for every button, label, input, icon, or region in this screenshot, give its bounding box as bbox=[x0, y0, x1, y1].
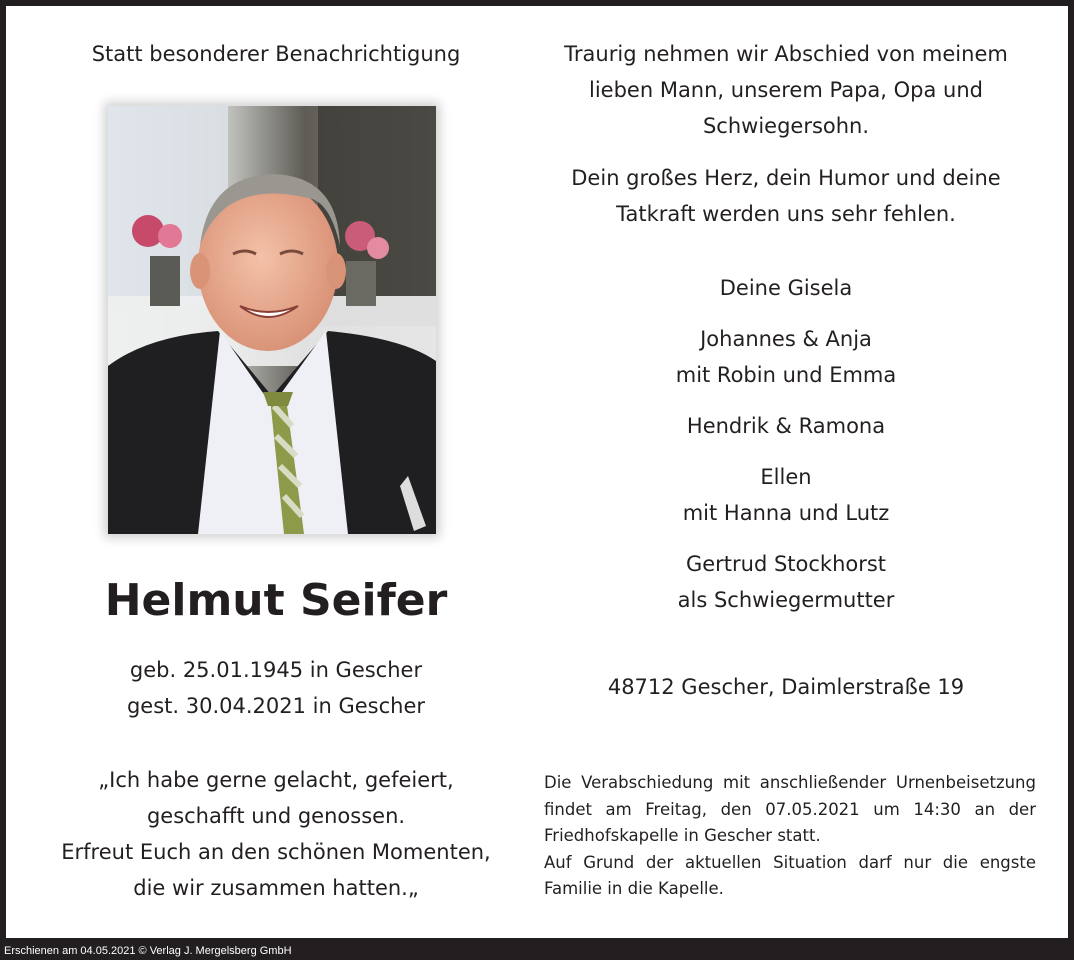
mourner-detail: als Schwiegermutter bbox=[677, 588, 895, 612]
quote-line: geschafft und genossen. bbox=[146, 804, 406, 828]
obituary-card bbox=[6, 6, 1068, 938]
notice-paragraph: Die Verabschiedung mit anschließender Urnenbeisetzung findet am Freitag, den 07.05.2021 um 14:30 an der Friedhofskapelle in Gescher statt. bbox=[544, 773, 1036, 845]
tribute-line: Tatkraft werden uns sehr fehlen. bbox=[616, 202, 956, 226]
mourner-name: Gertrud Stockhorst bbox=[685, 552, 887, 576]
quote-line: Erfreut Euch an den schönen Momenten, bbox=[61, 840, 491, 864]
mourner-name: Hendrik & Ramona bbox=[686, 414, 886, 438]
intro-line: lieben Mann, unserem Papa, Opa und bbox=[589, 78, 983, 102]
intro-line: Schwiegersohn. bbox=[702, 114, 870, 138]
header-line: Statt besonderer Benachrichtigung bbox=[91, 42, 461, 66]
publication-footer: Erschienen am 04.05.2021 © Verlag J. Mergelsberg GmbH bbox=[4, 945, 292, 957]
quote-line: „Ich habe gerne gelacht, gefeiert, bbox=[98, 768, 454, 792]
birth-date: geb. 25.01.1945 in Gescher bbox=[129, 658, 423, 682]
deceased-name: Helmut Seifer bbox=[104, 575, 448, 626]
quote-line: die wir zusammen hatten.„ bbox=[133, 876, 419, 900]
intro-line: Traurig nehmen wir Abschied von meinem bbox=[564, 42, 1008, 66]
portrait-photo bbox=[108, 106, 436, 534]
funeral-notice bbox=[544, 770, 1036, 903]
mourner-name: Deine Gisela bbox=[719, 276, 853, 300]
portrait-illustration bbox=[108, 106, 436, 534]
mourner-detail: mit Robin und Emma bbox=[675, 363, 897, 387]
tribute-line: Dein großes Herz, dein Humor und deine bbox=[571, 166, 1001, 190]
mourner-name: Ellen bbox=[760, 465, 812, 489]
mourner-detail: mit Hanna und Lutz bbox=[682, 501, 890, 525]
notice-paragraph: Auf Grund der aktuellen Situation darf nur die engste Familie in die Kapelle. bbox=[544, 852, 1036, 898]
address: 48712 Gescher, Daimlerstraße 19 bbox=[607, 675, 965, 699]
mourner-name: Johannes & Anja bbox=[700, 327, 872, 351]
death-date: gest. 30.04.2021 in Gescher bbox=[126, 694, 426, 718]
